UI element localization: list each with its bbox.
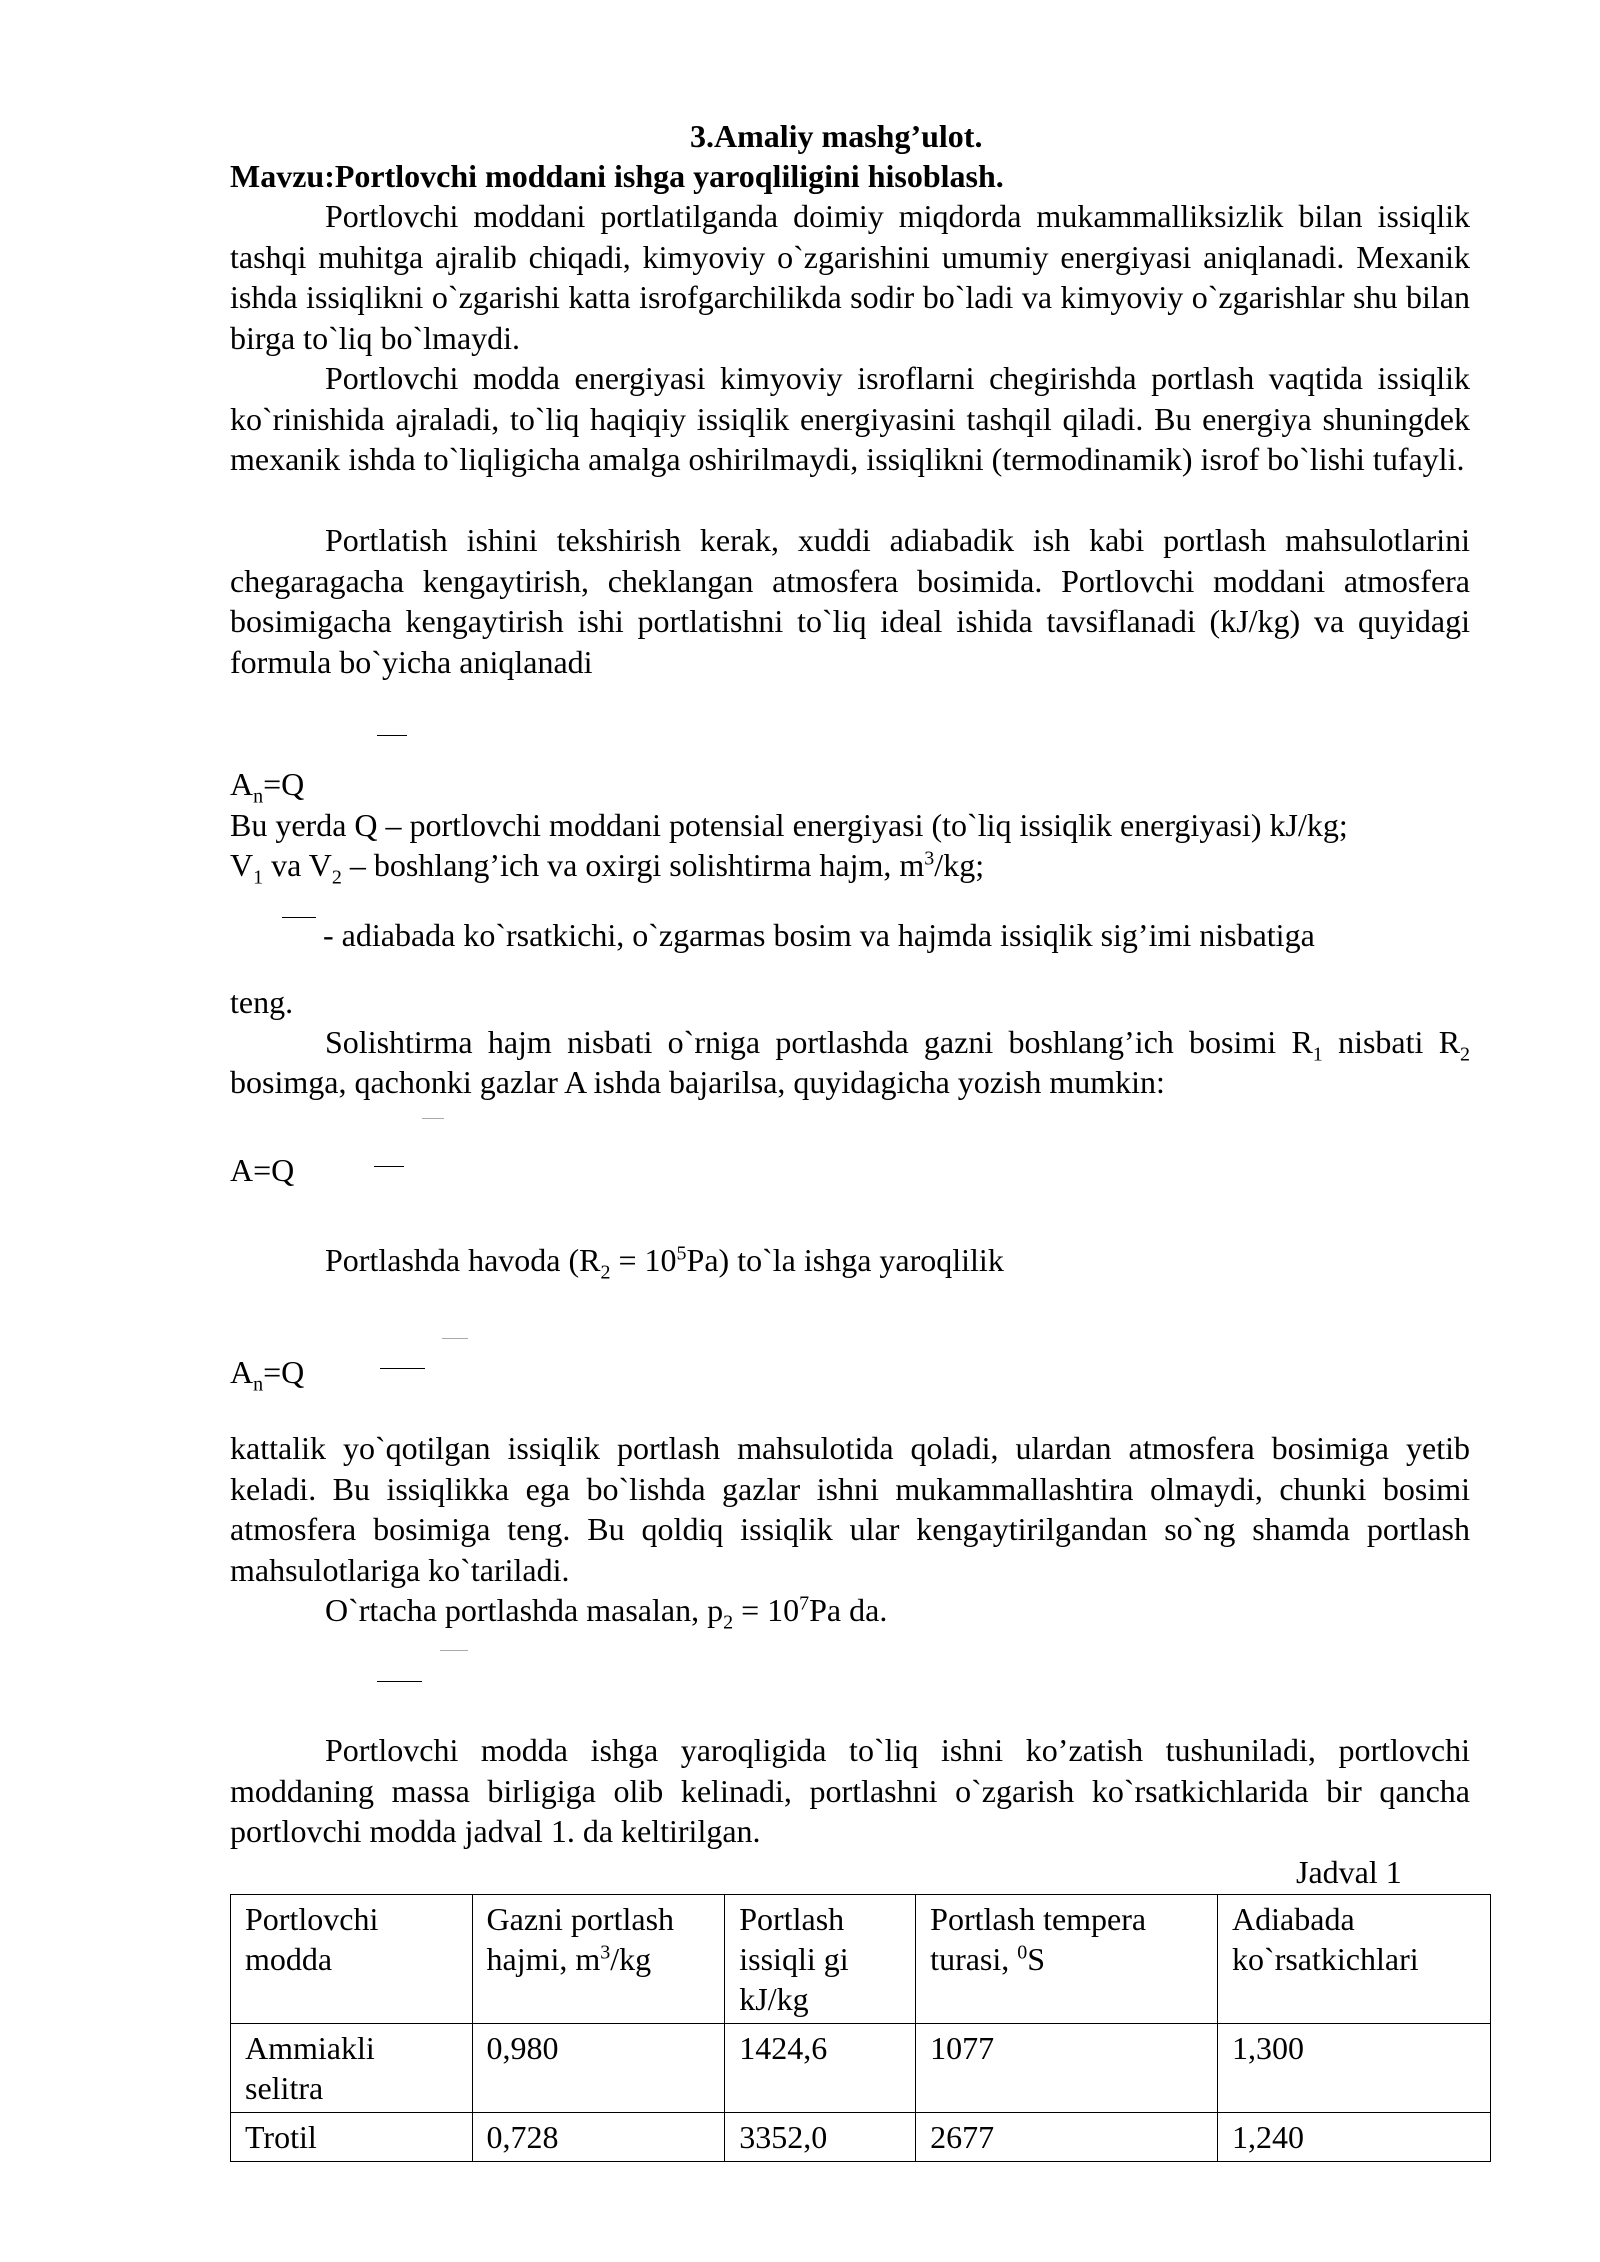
table-cell: 0,728: [472, 2113, 725, 2162]
table-cell: 1424,6: [725, 2024, 916, 2113]
formula-2: A=Q: [230, 1152, 295, 1188]
final-paragraph: Portlovchi modda ishga yaroqligida to`liq ishni ko’zatish tushuniladi, portlovchi moddaning massa birligiga olib kelinadi, portlashni o`zgarish ko`rsatkichlarida bir qancha portlovchi modda jadval 1. da keltirilgan.: [230, 1732, 1470, 1849]
where-k-line: - adiabada ko`rsatkichi, o`zgarmas bosim va hajmda issiqlik sig’imi nisbatiga: [323, 917, 1315, 953]
ortacha-line: O`rtacha portlashda masalan, $p_2 = 10^7Pa$ da.: [325, 1592, 888, 1634]
paragraph-2: Portlovchi modda energiyasi kimyoviy isroflarni chegirishda portlash vaqtida issiqlik ko`rinishida ajraladi, to`liq haqiqiy issiqlik energiyasini tashqil qiladi. Bu energiya shuningdek mexanik ishda to`liqligicha amalga oshirilmaydi, issiqlikni (termodinamik) isrof bo`lishi tufayli.: [230, 360, 1470, 477]
where-v-line: $V_1$ va $V_2$ – boshlang’ich va oxirgi solishtirma hajm, $m^3/kg$;: [230, 847, 985, 889]
page-title: 3.Amaliy mashg’ulot.: [690, 118, 983, 154]
where-k-line-end: teng.: [230, 984, 294, 1020]
table-row: [231, 2024, 1491, 2113]
fraction-bar: [380, 1368, 425, 1369]
table-header-cell: Adiabada ko`rsatkichlari: [1218, 1895, 1491, 2024]
table-cell: 0,980: [472, 2024, 725, 2113]
where-q-line: Bu yerda Q – portlovchi moddani potensial energiyasi (to`liq issiqlik energiyasi) kJ/kg;: [230, 807, 1348, 843]
table-cell: Ammiakli selitra: [231, 2024, 473, 2113]
table-header-cell: Portlash tempera turasi, $^0$S: [916, 1895, 1218, 2024]
fraction-bar: [282, 917, 316, 918]
fraction-bar: [442, 1338, 468, 1339]
table-header-cell: Gazni portlash hajmi, $m^3/kg$: [472, 1895, 725, 2024]
formula-1: $A_n=Q$: [230, 766, 305, 808]
kattalik-paragraph: kattalik yo`qotilgan issiqlik portlash mahsulotida qoladi, ulardan atmosfera bosimiga yetib keladi. Bu issiqlikka ega bo`lishda gazlar ishni mukammallashtira olmaydi, chunki bosimi atmosfera bosimiga teng. Bu qoldiq issiqlik ular kengaytirilgandan so`ng shamda portlash mahsulotlariga ko`tariladi.: [230, 1430, 1470, 1588]
table-header-row: [231, 1895, 1491, 2024]
table-caption: Jadval 1: [1296, 1854, 1402, 1890]
fraction-bar: [377, 1681, 422, 1682]
fraction-bar: [440, 1650, 468, 1651]
air-line: Portlashda havoda $(R_2 = 10^5Pa)$ to`la ishga yaroqlilik: [325, 1242, 1004, 1284]
table-cell: 1,240: [1218, 2113, 1491, 2162]
paragraph-1: Portlovchi moddani portlatilganda doimiy miqdorda mukammalliksizlik bilan issiqlik tashqi muhitga ajralib chiqadi, kimyoviy o`zgarishini umumiy energiyasi aniqlanadi. Mexanik ishda issiqlikni o`zgarishi katta isrofgarchilikda sodir bo`ladi va kimyoviy o`zgarishlar shu bilan birga to`liq bo`lmaydi.: [230, 198, 1470, 356]
table-row: [231, 2113, 1491, 2162]
table-header-cell: Portlovchi modda: [231, 1895, 473, 2024]
fraction-bar: [377, 735, 407, 736]
table-cell: Trotil: [231, 2113, 473, 2162]
fraction-bar: [374, 1166, 404, 1167]
pressure-paragraph: Solishtirma hajm nisbati o`rniga portlashda gazni boshlang’ich bosimi $R_1$ nisbati $R_2$ bosimga, qachonki gazlar A ishda bajarilsa, quyidagicha yozish mumkin:: [230, 1024, 1471, 1100]
table-cell: 1,300: [1218, 2024, 1491, 2113]
topic-heading: Mavzu:Portlovchi moddani ishga yaroqliligini hisoblash.: [230, 158, 1004, 194]
table-cell: 3352,0: [725, 2113, 916, 2162]
table-header-cell: Portlash issiqli gi kJ/kg: [725, 1895, 916, 2024]
fraction-bar: [422, 1118, 444, 1119]
data-table: [230, 1894, 1491, 2162]
formula-3: $A_n=Q$: [230, 1354, 305, 1396]
paragraph-3: Portlatish ishini tekshirish kerak, xuddi adiabadik ish kabi portlash mahsulotlarini chegaragacha kengaytirish, cheklangan atmosfera bosimida. Portlovchi moddani atmosfera bosimigacha kengaytirish ishi portlatishni to`liq ideal ishida tavsiflanadi (kJ/kg) va quyidagi formula bo`yicha aniqlanadi: [230, 522, 1470, 680]
table-cell: 1077: [916, 2024, 1218, 2113]
table-cell: 2677: [916, 2113, 1218, 2162]
